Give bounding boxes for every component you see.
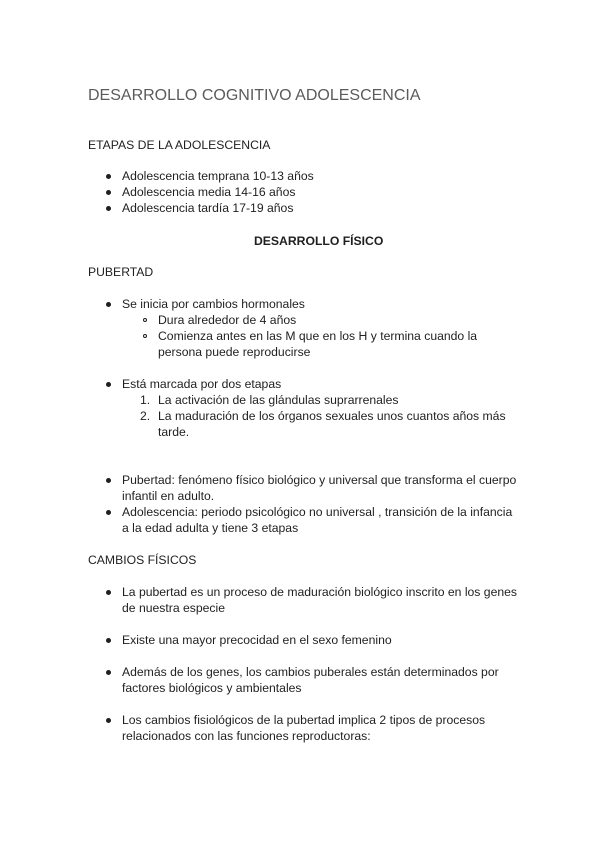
hollow-bullet-icon — [143, 334, 147, 338]
pubertad-bullet-3-line-2: infantil en adulto. — [122, 489, 215, 503]
bullet-icon — [106, 190, 111, 195]
desarrollo-fisico-heading: DESARROLLO FÍSICO — [254, 234, 384, 248]
document-title: DESARROLLO COGNITIVO ADOLESCENCIA — [88, 87, 421, 104]
list-number-2: 2. — [140, 409, 151, 423]
bullet-icon — [106, 302, 111, 307]
bullet-icon — [106, 510, 111, 515]
etapa-item-1: Adolescencia temprana 10-13 años — [122, 169, 314, 183]
bullet-icon — [106, 206, 111, 211]
hollow-bullet-icon — [143, 318, 147, 322]
pubertad-sub-1: Dura alrededor de 4 años — [158, 313, 297, 327]
bullet-icon — [106, 478, 111, 483]
pubertad-num-1: La activación de las glándulas suprarrenales — [158, 393, 399, 407]
cambios-item-1-line-1: La pubertad es un proceso de maduración biológico inscrito en los genes — [122, 585, 517, 599]
etapa-item-2: Adolescencia media 14-16 años — [122, 185, 296, 199]
cambios-item-3-line-1: Además de los genes, los cambios puberales están determinados por — [122, 665, 499, 679]
pubertad-sub-2-line-1: Comienza antes en las M que en los H y termina cuando la — [158, 329, 478, 343]
bullet-icon — [106, 718, 111, 723]
bullet-icon — [106, 382, 111, 387]
bullet-icon — [106, 670, 111, 675]
list-number-1: 1. — [140, 393, 151, 407]
cambios-item-4-line-1: Los cambios fisiológicos de la pubertad implica 2 tipos de procesos — [122, 713, 486, 727]
pubertad-bullet-2: Está marcada por dos etapas — [122, 377, 282, 391]
pubertad-bullet-3-line-1: Pubertad: fenómeno físico biológico y universal que transforma el cuerpo — [122, 473, 517, 487]
pubertad-num-2-line-1: La maduración de los órganos sexuales unos cuantos años más — [158, 409, 506, 423]
pubertad-heading: PUBERTAD — [88, 265, 154, 279]
bullet-icon — [106, 590, 111, 595]
cambios-item-3-line-2: factores biológicos y ambientales — [122, 681, 302, 695]
pubertad-bullet-1: Se inicia por cambios hormonales — [122, 297, 305, 311]
bullet-icon — [106, 638, 111, 643]
pubertad-bullet-4-line-2: a la edad adulta y tiene 3 etapas — [122, 521, 299, 535]
pubertad-bullet-4-line-1: Adolescencia: periodo psicológico no universal , transición de la infancia — [122, 505, 513, 519]
etapa-item-3: Adolescencia tardía 17-19 años — [122, 201, 294, 215]
cambios-heading: CAMBIOS FÍSICOS — [88, 553, 197, 567]
pubertad-num-2-line-2: tarde. — [158, 425, 190, 439]
etapas-heading: ETAPAS DE LA ADOLESCENCIA — [88, 138, 271, 152]
cambios-item-2: Existe una mayor precocidad en el sexo femenino — [122, 633, 392, 647]
cambios-item-1-line-2: de nuestra especie — [122, 601, 225, 615]
pubertad-sub-2-line-2: persona puede reproducirse — [158, 345, 311, 359]
cambios-item-4-line-2: relacionados con las funciones reproductoras: — [122, 729, 371, 743]
bullet-icon — [106, 174, 111, 179]
